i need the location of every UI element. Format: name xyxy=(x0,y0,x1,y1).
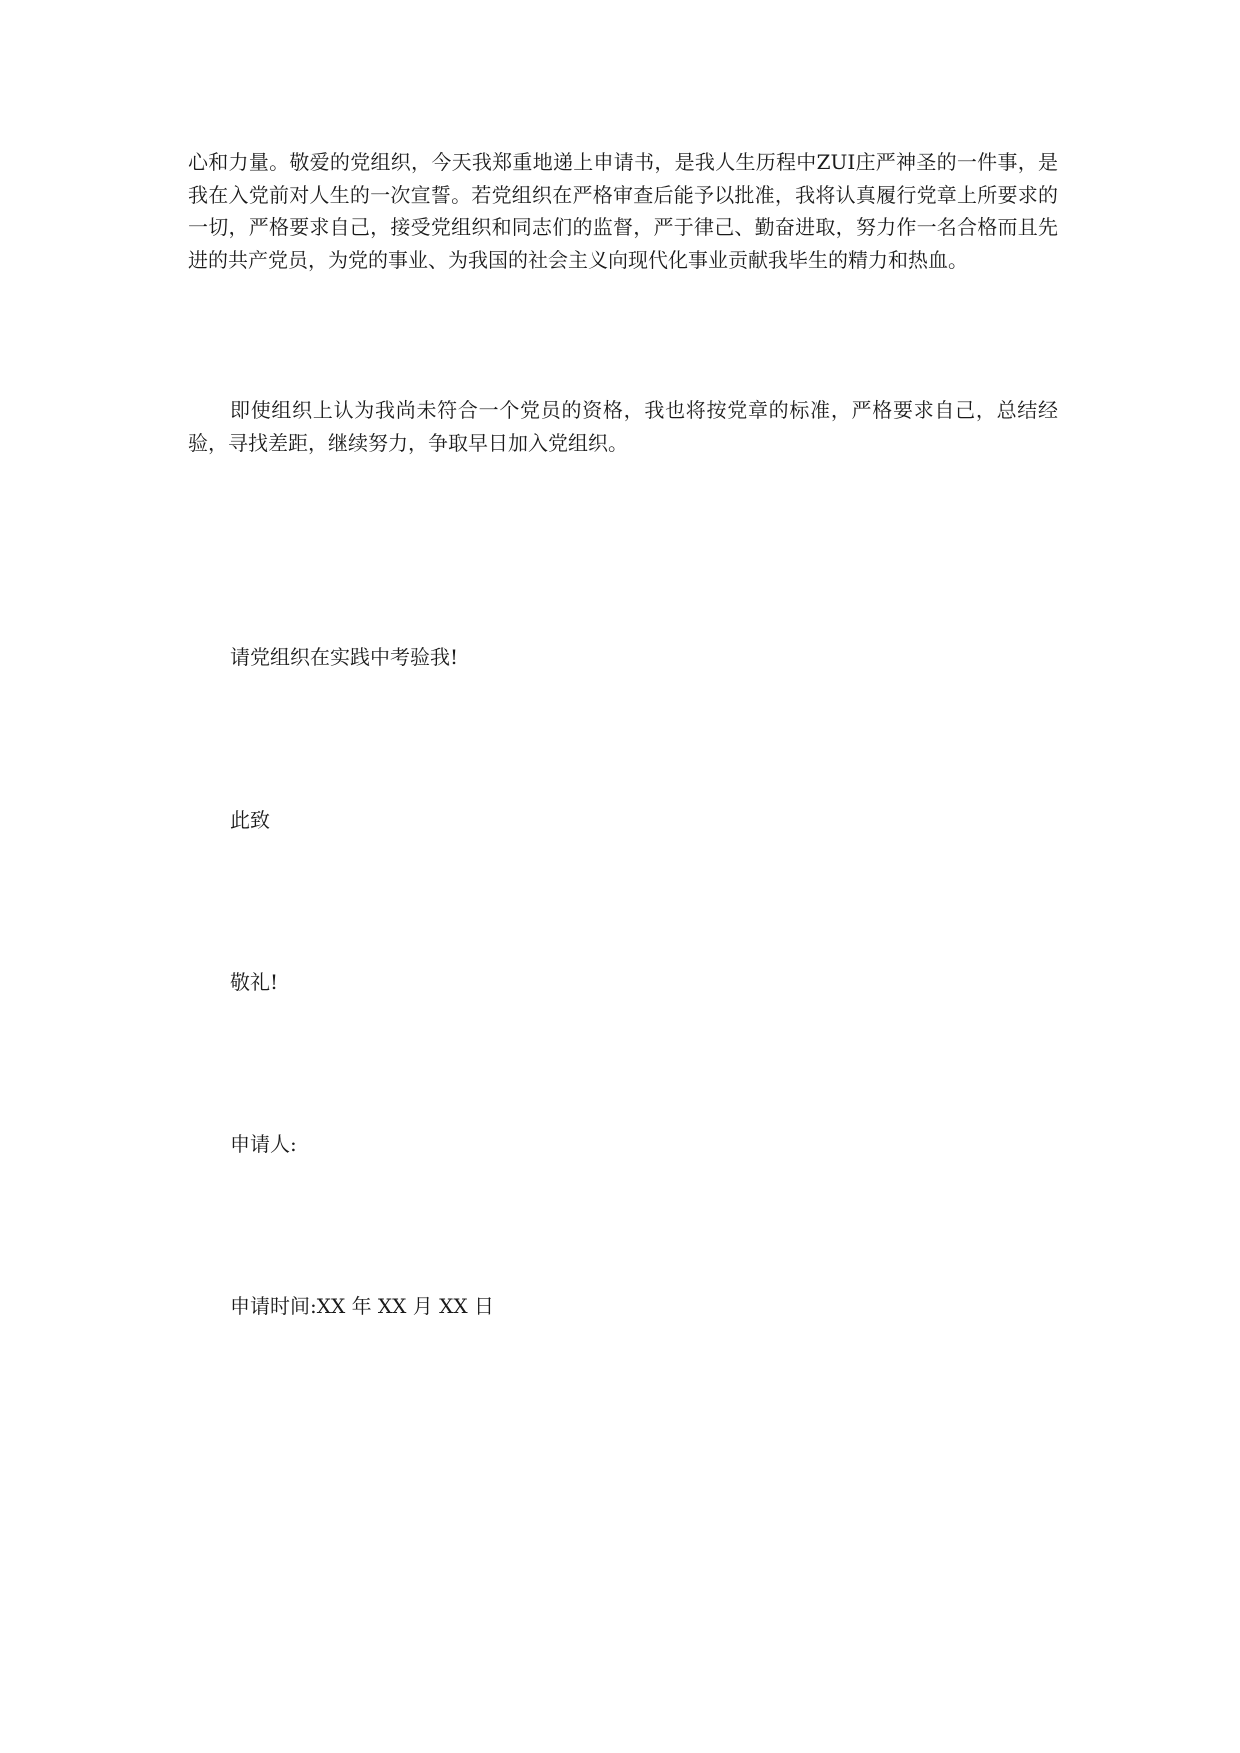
salutation: 此致 xyxy=(230,808,270,832)
closing-request: 请党组织在实践中考验我! xyxy=(230,645,459,669)
regards: 敬礼! xyxy=(230,970,279,994)
application-date: 申请时间:XX 年 XX 月 XX 日 xyxy=(230,1294,494,1318)
body-paragraph-2: 即使组织上认为我尚未符合一个党员的资格，我也将按党章的标准，严格要求自己，总结经验，寻找差距，继续努力，争取早日加入党组织。 xyxy=(188,398,1058,455)
applicant-label: 申请人: xyxy=(230,1132,297,1156)
body-paragraph-1: 心和力量。敬爱的党组织，今天我郑重地递上申请书，是我人生历程中ZUI庄严神圣的一件事，是我在入党前对人生的一次宣誓。若党组织在严格审查后能予以批准，我将认真履行党章上所要求的一切，严格要求自己，接受党组织和同志们的监督，严于律己、勤奋进取，努力作一名合格而且先进的共产党员，为党的事业、为我国的社会主义向现代化事业贡献我毕生的精力和热血。 xyxy=(188,150,1058,272)
